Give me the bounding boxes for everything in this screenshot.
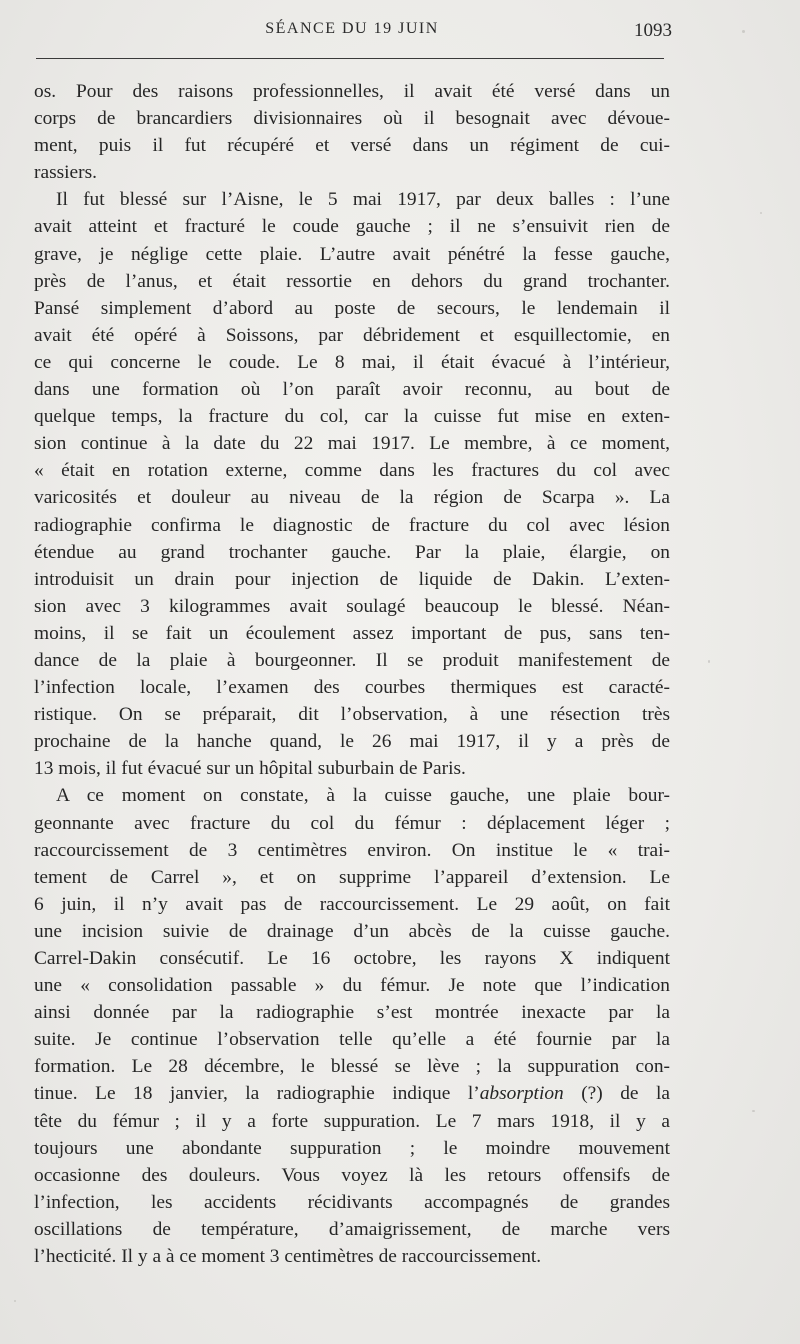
text-segment: tinue. Le 18 janvier, la radiographie indique l’ xyxy=(34,1083,480,1105)
text-line: moins, il se fait un écoulement assez important de pus, sans ten- xyxy=(34,622,670,644)
text-line: ment, puis il fut récupéré et versé dans un régiment de cui- xyxy=(34,135,670,157)
text-line: avait atteint et fracturé le coude gauche ; il ne s’ensuivit rien de xyxy=(34,216,670,238)
text-line: corps de brancardiers divisionnaires où il besognait avec dévoue- xyxy=(34,108,670,130)
text-line: l’hecticité. Il y a à ce moment 3 centimètres de raccourcissement. xyxy=(34,1246,542,1268)
body-text xyxy=(34,78,670,1270)
text-line: l’infection locale, l’examen des courbes thermiques est caracté- xyxy=(34,677,670,699)
text-line: varicosités et douleur au niveau de la région de Scarpa ». La xyxy=(34,487,670,509)
paper-speck xyxy=(708,660,710,663)
text-line: une « consolidation passable » du fémur. Je note que l’indication xyxy=(34,975,670,997)
text-line: raccourcissement de 3 centimètres environ. On institue le « trai- xyxy=(34,839,670,861)
paper-speck xyxy=(742,30,745,33)
text-line: tête du fémur ; il y a forte suppuration. Le 7 mars 1918, il y a xyxy=(34,1110,670,1132)
text-line: dance de la plaie à bourgeonner. Il se produit manifestement de xyxy=(34,649,670,671)
text-line: formation. Le 28 décembre, le blessé se lève ; la suppuration con- xyxy=(34,1056,670,1078)
text-line: dans une formation où l’on paraît avoir reconnu, au bout de xyxy=(34,379,670,401)
text-line: quelque temps, la fracture du col, car la cuisse fut mise en exten- xyxy=(34,406,670,428)
paper-speck xyxy=(14,1300,16,1302)
text-line: geonnante avec fracture du col du fémur : déplacement léger ; xyxy=(34,812,670,834)
running-head xyxy=(36,18,672,46)
text-line: l’infection, les accidents récidivants accompagnés de grandes xyxy=(34,1191,670,1213)
text-line: Il fut blessé sur l’Aisne, le 5 mai 1917, par deux balles : l’une xyxy=(56,189,670,211)
text-line: suite. Je continue l’observation telle qu’elle a été fournie par la xyxy=(34,1029,670,1051)
text-line: avait été opéré à Soissons, par débridement et esquillectomie, en xyxy=(34,324,670,346)
running-head-title: SÉANCE DU 19 JUIN xyxy=(265,20,439,37)
text-line: 13 mois, il fut évacué sur un hôpital suburbain de Paris. xyxy=(34,758,466,780)
text-line: Carrel-Dakin consécutif. Le 16 octobre, les rayons X indiquent xyxy=(34,948,670,969)
text-line: rassiers. xyxy=(34,162,98,184)
text-line: introduisit un drain pour injection de liquide de Dakin. L’exten- xyxy=(34,568,670,590)
text-line: grave, je néglige cette plaie. L’autre avait pénétré la fesse gauche, xyxy=(34,243,670,265)
text-line: étendue au grand trochanter gauche. Par la plaie, élargie, on xyxy=(34,541,670,563)
paper-speck xyxy=(752,1110,755,1112)
paper-speck xyxy=(760,212,762,214)
text-line: près de l’anus, et était ressortie en dehors du grand trochanter. xyxy=(34,270,670,292)
text-line: 6 juin, il n’y avait pas de raccourcissement. Le 29 août, on fait xyxy=(34,893,670,915)
text-line: oscillations de température, d’amaigrissement, de marche vers xyxy=(34,1218,670,1240)
text-line: tement de Carrel », et on supprime l’appareil d’extension. Le xyxy=(34,866,670,888)
text-line: sion continue à la date du 22 mai 1917. Le membre, à ce moment, xyxy=(34,433,670,455)
text-line: toujours une abondante suppuration ; le moindre mouvement xyxy=(34,1137,670,1159)
text-line: sion avec 3 kilogrammes avait soulagé beaucoup le blessé. Néan- xyxy=(34,595,670,617)
text-line: occasionne des douleurs. Vous voyez là les retours offensifs de xyxy=(34,1164,670,1186)
text-line: Pansé simplement d’abord au poste de secours, le lendemain il xyxy=(34,297,670,319)
text-line: « était en rotation externe, comme dans les fractures du col avec xyxy=(34,460,670,482)
text-line: une incision suivie de drainage d’un abcès de la cuisse gauche. xyxy=(34,920,670,942)
page-number: 1093 xyxy=(634,20,672,41)
text-line: A ce moment on constate, à la cuisse gauche, une plaie bour- xyxy=(56,785,670,807)
text-line: ce qui concerne le coude. Le 8 mai, il était évacué à l’intérieur, xyxy=(34,351,670,373)
text-line xyxy=(34,1080,670,1107)
text-line: radiographie confirma le diagnostic de fracture du col avec lésion xyxy=(34,514,670,536)
header-rule xyxy=(36,58,664,59)
text-line: os. Pour des raisons professionnelles, il avait été versé dans un xyxy=(34,81,670,102)
italic-term: absorption xyxy=(479,1083,564,1105)
text-segment: (?) de la xyxy=(563,1083,670,1105)
text-line: ainsi donnée par la radiographie s’est montrée inexacte par la xyxy=(34,1002,670,1024)
text-line: prochaine de la hanche quand, le 26 mai 1917, il y a près de xyxy=(34,731,670,753)
text-line: ristique. On se préparait, dit l’observation, à une résection très xyxy=(34,704,670,726)
